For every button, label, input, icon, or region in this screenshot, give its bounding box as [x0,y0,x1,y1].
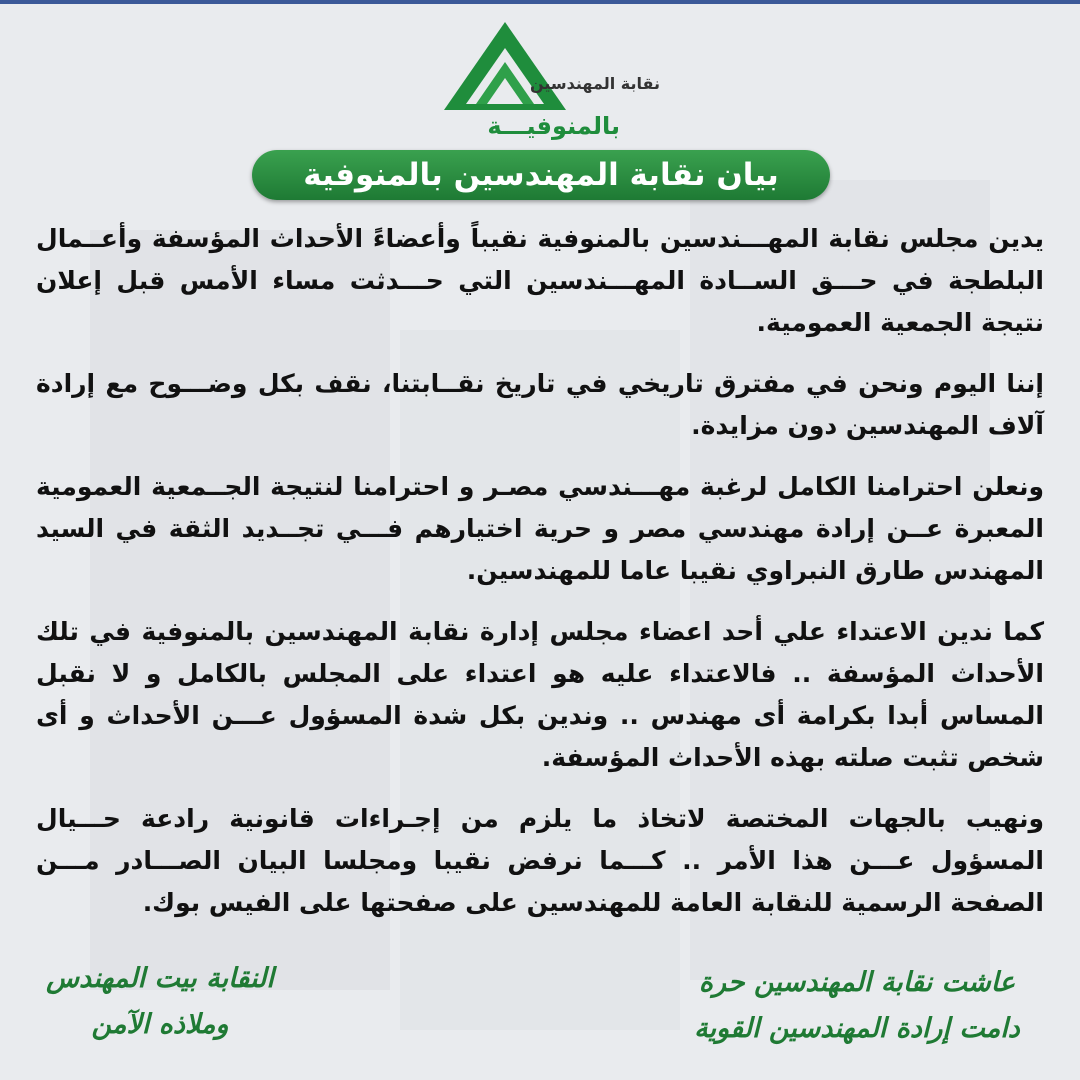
syndicate-logo [440,18,660,142]
statement-body [36,218,1044,943]
statement-paragraph: إننا اليوم ونحن في مفترق تاريخي في تاريخ نقــابتنا، نقف بكل وضـــوح مع إرادة آلاف المهندسين دون مزايدة. [36,369,1044,440]
statement-paragraph: ونهيب بالجهات المختصة لاتخاذ ما يلزم من إجـراءات قانونية رادعة حـــيال المسؤول عـــن هذا الأمر .. كـــما نرفض نقيبا ومجلسا البيان الصـــادر مـــن الصفحة الرسمية للنقابة العامة للمهندسين على صفحتها على الفيس بوك. [36,804,1044,917]
logo-text-menoufia: بالمنوفيـــة [487,112,620,140]
statement-title: بيان نقابة المهندسين بالمنوفية [252,150,830,200]
signature-line: وملاذه الآمن [91,1009,229,1040]
signature-line: عاشت نقابة المهندسين حرة [698,967,1016,998]
statement-paragraph: ونعلن احترامنا الكامل لرغبة مهـــندسي مصـر و احترامنا لنتيجة الجــمعية العمومية المعبرة عــن إرادة مهندسي مصر و حرية اختيارهم فـــي تجــديد الثقة في السيد المهندس طارق النبراوي نقيبا عاما للمهندسين. [36,472,1044,585]
signature-slogan-right [692,960,1022,1052]
signature-line: النقابة بيت المهندس [46,963,274,994]
statement-paragraph: كما ندين الاعتداء علي أحد اعضاء مجلس إدارة نقابة المهندسين بالمنوفية في تلك الأحداث المؤسفة .. فالاعتداء عليه هو اعتداء على المجلس بالكامل و لا نقبل المساس أبدا بكرامة أى مهندس .. وندين بكل شدة المسؤول عـــن الأحداث و أى شخص تثبت صلته بهذه الأحداث المؤسفة. [36,617,1044,772]
statement-paragraph: يدين مجلس نقابة المهـــندسين بالمنوفية نقيباً وأعضاءً الأحداث المؤسفة وأعــمال البلطجة في حـــق الســادة المهـــندسين التي حـــدثت مساء الأمس قبل إعلان نتيجة الجمعية العمومية. [36,224,1044,337]
signature-slogan-left [40,956,280,1048]
signature-line: دامت إرادة المهندسين القوية [694,1013,1020,1044]
logo-text-syndicate: نقابة المهندسين [529,74,660,93]
triangle-logo-icon [440,18,570,114]
